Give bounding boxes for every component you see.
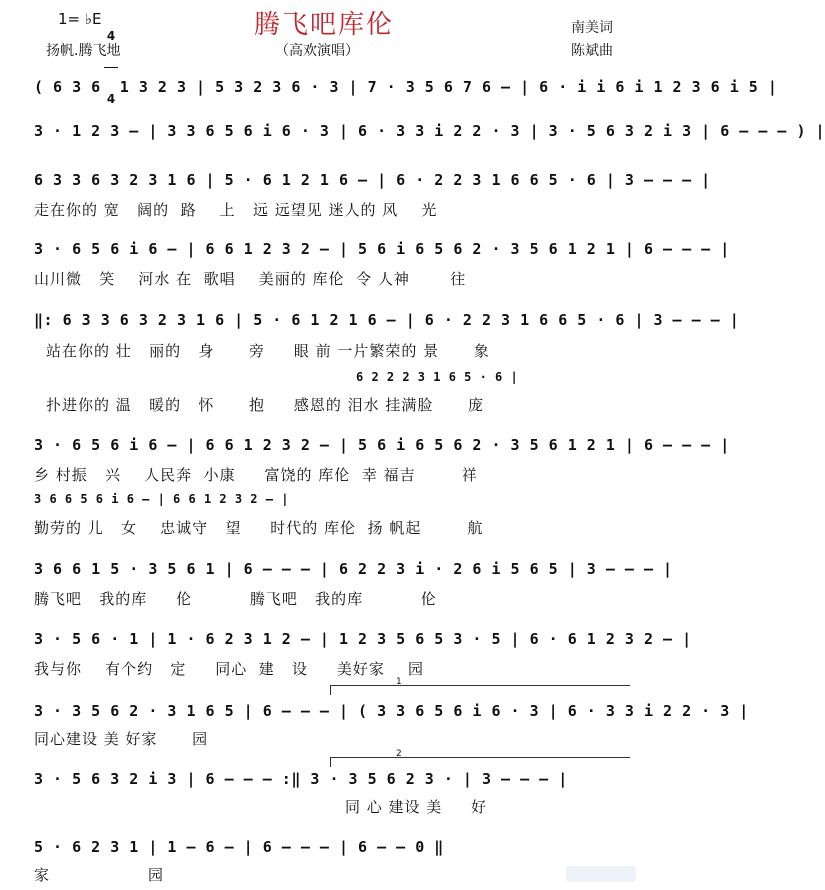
lyric-row: 山川微 笑 河水 在 歌唱 美丽的 库伦 令 人神 往 [34, 270, 467, 288]
lyric-row: 乡 村振 兴 人民奔 小康 富饶的 库伦 幸 福吉 祥 [34, 466, 478, 484]
volta-bracket-2-tick [330, 757, 331, 767]
time-signature [104, 6, 118, 117]
time-signature-bottom: 4 [106, 92, 116, 106]
notation-row-alt: 3 6 6 5 6 i 6 – | 6 6 1 2 3 2 – | [34, 492, 289, 506]
lyric-row: 腾飞吧 我的库 伦 腾飞吧 我的库 伦 [34, 590, 437, 608]
performance-note: （高欢演唱） [275, 43, 359, 59]
notation-row: ( 6 3 6 1 3 2 3 | 5 3 2 3 6 · 3 | 7 · 3 5 6 7 6 – | 6 · i i 6 i 1 2 3 6 i 5 | [34, 78, 778, 96]
notation-row: 3 · 6 5 6 i 6 – | 6 6 1 2 3 2 – | 5 6 i 6 5 6 2 · 3 5 6 1 2 1 | 6 – – – | [34, 436, 730, 454]
volta-label-1: 1 [396, 677, 402, 687]
notation-row: 3 · 6 5 6 i 6 – | 6 6 1 2 3 2 – | 5 6 i 6 5 6 2 · 3 5 6 1 2 1 | 6 – – – | [34, 240, 730, 258]
tempo-style: 扬帆.腾飞地 [46, 43, 121, 59]
notation-row: 3 · 5 6 3 2 i 3 | 6 – – – :‖ 3 · 3 5 6 2 3 · | 3 – – – | [34, 770, 568, 788]
notation-row: 3 · 3 5 6 2 · 3 1 6 5 | 6 – – – | ( 3 3 6 5 6 i 6 · 3 | 6 · 3 3 i 2 2 · 3 | [34, 702, 749, 720]
notation-row: 5 · 6 2 3 1 | 1 – 6 – | 6 – – – | 6 – – 0 ‖ [34, 838, 444, 856]
notation-row: 3 · 1 2 3 – | 3 3 6 5 6 i 6 · 3 | 6 · 3 3 i 2 2 · 3 | 3 · 5 6 3 2 i 3 | 6 – – – ) | [34, 122, 825, 140]
volta-bracket-2 [330, 757, 630, 758]
notation-row-alt: 6 2 2 2 3 1 6 5 · 6 | [356, 370, 519, 384]
lyric-row: 我与你 有个约 定 同心 建 设 美好家 园 [34, 660, 424, 678]
notation-row: ‖: 6 3 3 6 3 2 3 1 6 | 5 · 6 1 2 1 6 – | 6 · 2 2 3 1 6 6 5 · 6 | 3 – – – | [34, 311, 740, 329]
notation-row: 3 6 6 1 5 · 3 5 6 1 | 6 – – – | 6 2 2 3 i · 2 6 i 5 6 5 | 3 – – – | [34, 560, 673, 578]
lyric-row: 站在你的 壮 丽的 身 旁 眼 前 一片繁荣的 景 象 [46, 342, 490, 360]
key-signature: 1= ♭E [58, 10, 102, 28]
watermark-logo [566, 866, 636, 882]
lyric-row: 扑进你的 温 暖的 怀 抱 感恩的 泪水 挂满脸 庞 [46, 396, 484, 414]
lyric-row: 家 园 [34, 866, 165, 884]
lyric-row: 同心建设 美 好家 园 [34, 730, 209, 748]
notation-row: 3 · 5 6 · 1 | 1 · 6 2 3 1 2 – | 1 2 3 5 6 5 3 · 5 | 6 · 6 1 2 3 2 – | [34, 630, 692, 648]
notation-row: 6 3 3 6 3 2 3 1 6 | 5 · 6 1 2 1 6 – | 6 · 2 2 3 1 6 6 5 · 6 | 3 – – – | [34, 171, 711, 189]
song-title: 腾飞吧库伦 [253, 10, 394, 40]
lyric-row: 勤劳的 儿 女 忠诚守 望 时代的 库伦 扬 帆起 航 [34, 519, 484, 537]
lyric-row: 走在你的 宽 阔的 路 上 远 远望见 迷人的 风 光 [34, 201, 438, 219]
lyric-row: 同 心 建设 美 好 [345, 798, 488, 816]
volta-bracket-1 [330, 685, 630, 686]
time-signature-bar [104, 67, 118, 68]
composer: 陈斌曲 [571, 43, 613, 59]
time-signature-top: 4 [106, 29, 116, 43]
lyricist: 南美词 [571, 20, 613, 36]
volta-label-2: 2 [396, 749, 402, 759]
volta-bracket-1-tick [330, 685, 331, 695]
